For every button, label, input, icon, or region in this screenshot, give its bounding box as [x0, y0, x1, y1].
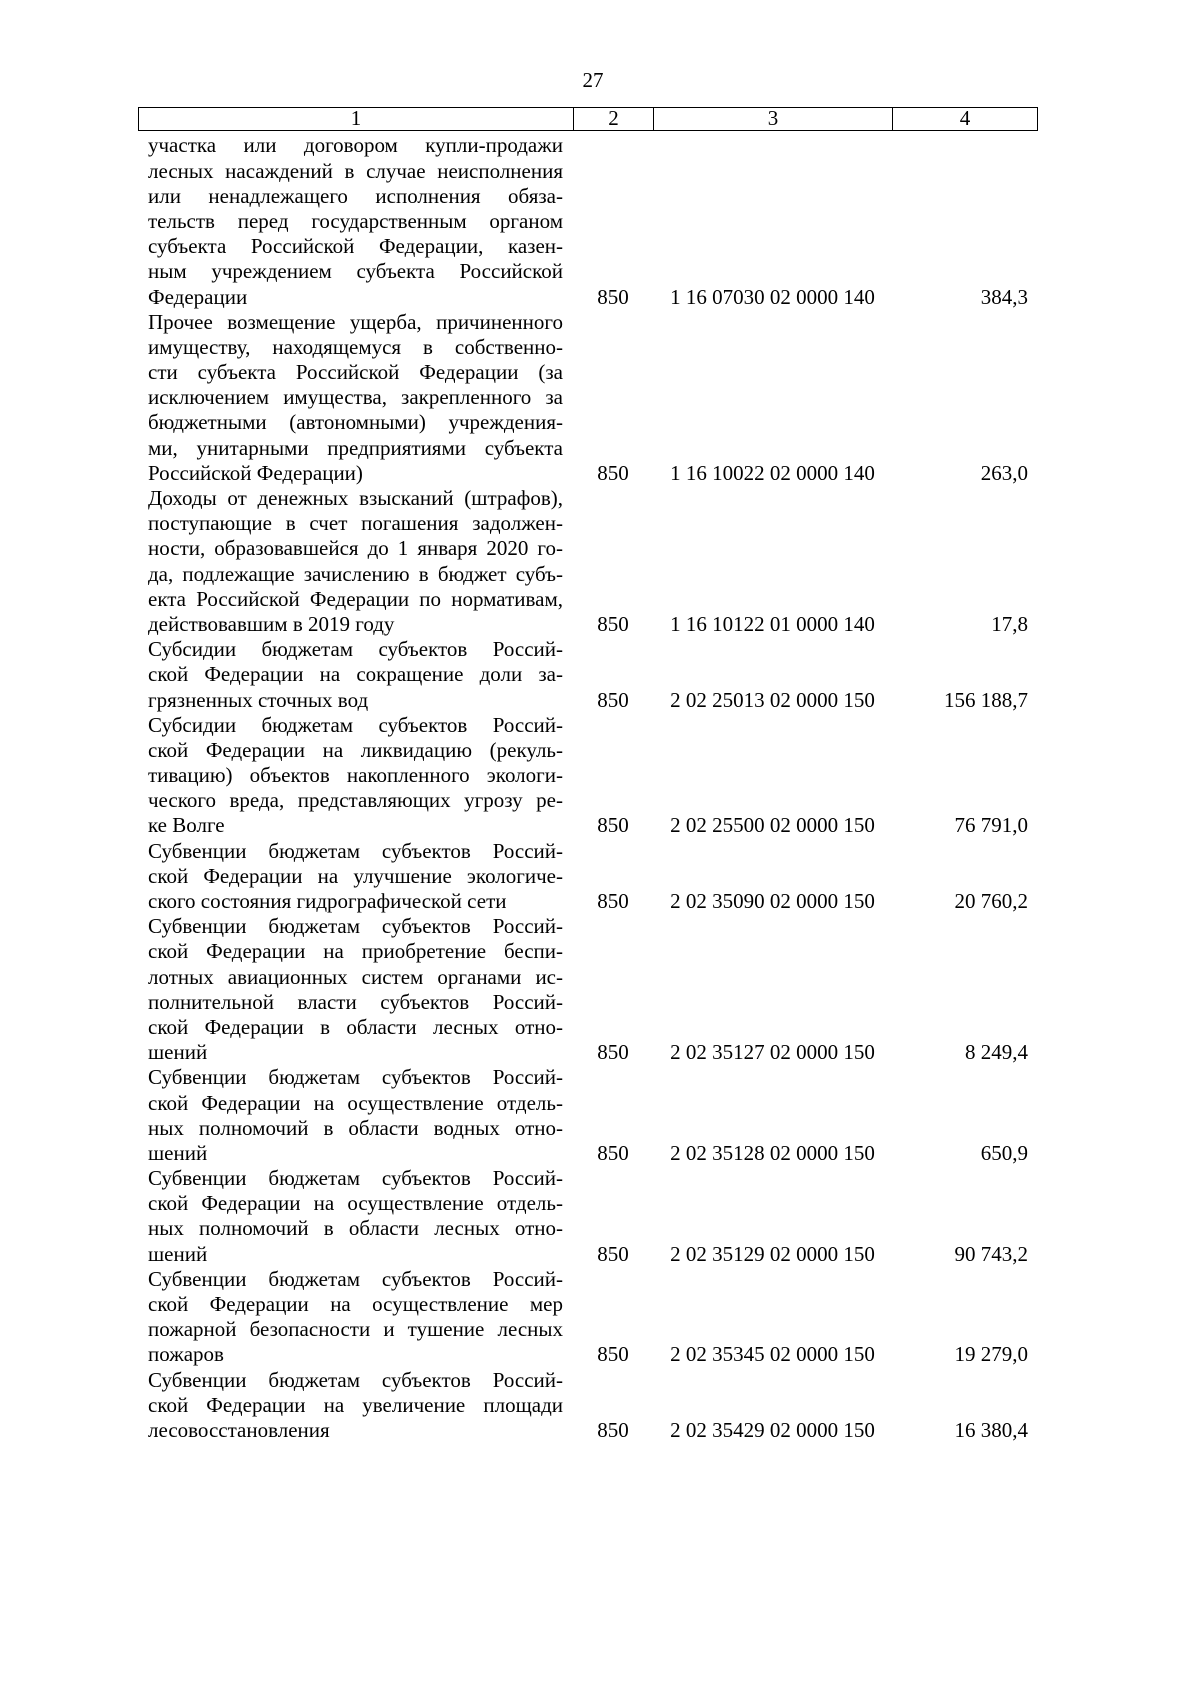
table-header-row	[138, 107, 1038, 131]
table-row	[138, 133, 1038, 309]
description-line: ных полномочий в области водных отно-	[148, 1115, 563, 1140]
page-number: 27	[582, 68, 604, 92]
description-line: пожарной безопасности и тушение лесных	[148, 1317, 563, 1342]
row-amount: 16 380,4	[954, 1417, 1028, 1442]
description-line: ской Федерации на осуществление мер	[148, 1292, 563, 1317]
row-amount: 384,3	[980, 284, 1028, 309]
description-line: субъекта Российской Федерации, казен-	[148, 234, 563, 259]
description-line: ческого вреда, представляющих угрозу ре-	[148, 788, 563, 813]
description-line: ской Федерации на сокращение доли за-	[148, 662, 563, 687]
row-amount: 8 249,4	[965, 1040, 1028, 1065]
description-line: Субвенции бюджетам субъектов Россий-	[148, 1166, 563, 1191]
description-line: шений	[148, 1140, 208, 1165]
description-line: Российской Федерации)	[148, 460, 363, 485]
table-row	[138, 1267, 1038, 1368]
row-amount: 17,8	[991, 611, 1028, 636]
description-line: шений	[148, 1241, 208, 1266]
table-row	[138, 486, 1038, 637]
row-description	[138, 310, 573, 486]
description-line: действовавшим в 2019 году	[148, 611, 395, 636]
row-amount: 156 188,7	[944, 687, 1028, 712]
row-budget-classification-code: 2 02 35345 02 0000 150	[670, 1342, 875, 1367]
header-cell-column-2: 2	[573, 107, 653, 131]
description-line: исключением имущества, закрепленного за	[148, 385, 563, 410]
description-line: Субвенции бюджетам субъектов Россий-	[148, 838, 563, 863]
description-line: ской Федерации на осуществление отдель-	[148, 1090, 563, 1115]
row-description	[138, 133, 573, 309]
description-line: ской Федерации на ликвидацию (рекуль-	[148, 737, 563, 762]
description-line: Субсидии бюджетам субъектов Россий-	[148, 712, 563, 737]
description-line: лесовосстановления	[148, 1417, 330, 1442]
description-line: ской Федерации на приобретение беспи-	[148, 939, 563, 964]
description-line: ской Федерации на увеличение площади	[148, 1392, 563, 1417]
description-line: Субвенции бюджетам субъектов Россий-	[148, 914, 563, 939]
description-line: тивацию) объектов накопленного экологи-	[148, 763, 563, 788]
row-description	[138, 486, 573, 637]
description-line: поступающие в счет погашения задолжен-	[148, 511, 563, 536]
description-line: имуществу, находящемуся в собственно-	[148, 334, 563, 359]
row-budget-classification-code: 2 02 35090 02 0000 150	[670, 889, 875, 914]
description-line: ской Федерации на улучшение экологиче-	[148, 863, 563, 888]
description-line: ным учреждением субъекта Российской	[148, 259, 563, 284]
table-row	[138, 1368, 1038, 1444]
table-row	[138, 1166, 1038, 1267]
row-amount: 20 760,2	[954, 889, 1028, 914]
row-budget-classification-code: 1 16 07030 02 0000 140	[670, 284, 875, 309]
row-admin-code: 850	[597, 1040, 629, 1065]
row-description	[138, 914, 573, 1065]
description-line: ми, унитарными предприятиями субъекта	[148, 435, 563, 460]
row-amount: 263,0	[980, 460, 1028, 485]
description-line: Субсидии бюджетам субъектов Россий-	[148, 637, 563, 662]
description-line: Субвенции бюджетам субъектов Россий-	[148, 1367, 563, 1392]
description-line: Прочее возмещение ущерба, причиненного	[148, 309, 563, 334]
row-budget-classification-code: 2 02 35127 02 0000 150	[670, 1040, 875, 1065]
row-description	[138, 637, 573, 713]
description-line: пожаров	[148, 1342, 224, 1367]
header-cell-column-1: 1	[138, 107, 573, 131]
table-row	[138, 914, 1038, 1065]
description-line: бюджетными (автономными) учреждения-	[148, 410, 563, 435]
description-line: ской Федерации на осуществление отдель-	[148, 1191, 563, 1216]
row-admin-code: 850	[597, 284, 629, 309]
row-admin-code: 850	[597, 611, 629, 636]
description-line: полнительной власти субъектов Россий-	[148, 989, 563, 1014]
description-line: Федерации	[148, 284, 248, 309]
description-line: ке Волге	[148, 813, 225, 838]
row-budget-classification-code: 2 02 25013 02 0000 150	[670, 687, 875, 712]
row-description	[138, 1267, 573, 1368]
description-line: ской Федерации в области лесных отно-	[148, 1014, 563, 1039]
row-amount: 19 279,0	[954, 1342, 1028, 1367]
description-line: тельств перед государственным органом	[148, 208, 563, 233]
row-admin-code: 850	[597, 813, 629, 838]
row-budget-classification-code: 1 16 10022 02 0000 140	[670, 460, 875, 485]
row-description	[138, 1065, 573, 1166]
description-line: екта Российской Федерации по нормативам,	[148, 586, 563, 611]
row-budget-classification-code: 2 02 35129 02 0000 150	[670, 1241, 875, 1266]
description-line: Субвенции бюджетам субъектов Россий-	[148, 1266, 563, 1291]
row-admin-code: 850	[597, 889, 629, 914]
row-budget-classification-code: 2 02 35128 02 0000 150	[670, 1140, 875, 1165]
row-amount: 90 743,2	[954, 1241, 1028, 1266]
description-line: грязненных сточных вод	[148, 687, 369, 712]
row-budget-classification-code: 2 02 35429 02 0000 150	[670, 1417, 875, 1442]
table-row	[138, 310, 1038, 486]
row-budget-classification-code: 2 02 25500 02 0000 150	[670, 813, 875, 838]
table-body	[138, 133, 1038, 1443]
description-line: ности, образовавшейся до 1 января 2020 го-	[148, 536, 563, 561]
description-line: или ненадлежащего исполнения обяза-	[148, 183, 563, 208]
header-cell-column-3: 3	[653, 107, 892, 131]
table-row	[138, 1065, 1038, 1166]
row-description	[138, 713, 573, 839]
table-row	[138, 839, 1038, 915]
description-line: Доходы от денежных взысканий (штрафов),	[148, 486, 563, 511]
description-line: да, подлежащие зачислению в бюджет субъ-	[148, 561, 563, 586]
row-description	[138, 839, 573, 915]
table-row	[138, 713, 1038, 839]
row-admin-code: 850	[597, 1241, 629, 1266]
row-admin-code: 850	[597, 1342, 629, 1367]
description-line: лотных авиационных систем органами ис-	[148, 964, 563, 989]
description-line: участка или договором купли-продажи	[148, 133, 563, 158]
description-line: шений	[148, 1040, 208, 1065]
revenue-table	[138, 107, 1038, 1443]
row-admin-code: 850	[597, 1417, 629, 1442]
description-line: ных полномочий в области лесных отно-	[148, 1216, 563, 1241]
table-row	[138, 637, 1038, 713]
row-amount: 650,9	[980, 1140, 1028, 1165]
row-description	[138, 1166, 573, 1267]
description-line: лесных насаждений в случае неисполнения	[148, 158, 563, 183]
description-line: Субвенции бюджетам субъектов Россий-	[148, 1065, 563, 1090]
row-admin-code: 850	[597, 1140, 629, 1165]
row-budget-classification-code: 1 16 10122 01 0000 140	[670, 611, 875, 636]
row-amount: 76 791,0	[954, 813, 1028, 838]
row-admin-code: 850	[597, 687, 629, 712]
description-line: сти субъекта Российской Федерации (за	[148, 360, 563, 385]
row-description	[138, 1368, 573, 1444]
row-admin-code: 850	[597, 460, 629, 485]
header-cell-column-4: 4	[892, 107, 1038, 131]
description-line: ского состояния гидрографической сети	[148, 889, 507, 914]
